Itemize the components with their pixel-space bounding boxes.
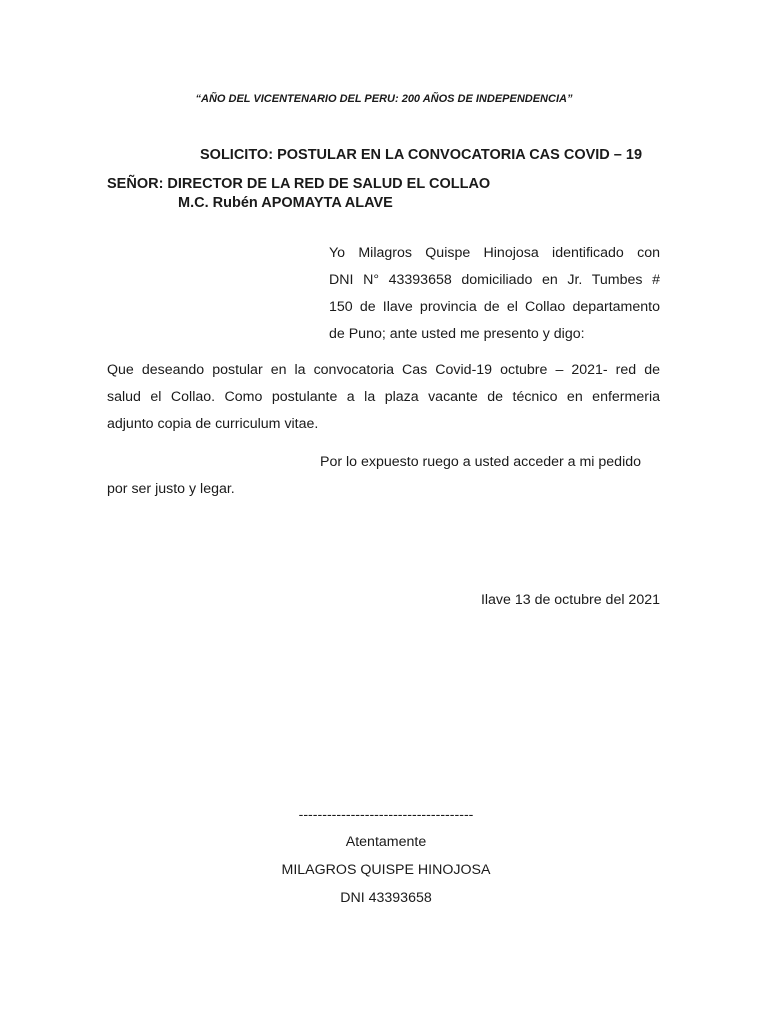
closing-line: por ser justo y legar.	[107, 481, 235, 497]
signer-dni: DNI 43393658	[340, 890, 432, 906]
signature-line: -------------------------------------	[298, 807, 474, 823]
date-line: Ilave 13 de octubre del 2021	[480, 592, 660, 608]
addressee-name: M.C. Rubén APOMAYTA ALAVE	[178, 195, 393, 211]
body-line: Que deseando postular en la convocatoria Cas Covid-19 octubre – 2021- red de	[107, 362, 660, 378]
motto-header: “AÑO DEL VICENTENARIO DEL PERU: 200 AÑOS DE INDEPENDENCIA”	[195, 93, 573, 105]
salutation: Atentamente	[345, 834, 427, 850]
intro-line: 150 de Ilave provincia de el Collao departamento	[329, 299, 660, 315]
intro-line: DNI N° 43393658 domiciliado en Jr. Tumbes #	[329, 272, 660, 288]
signer-name: MILAGROS QUISPE HINOJOSA	[281, 862, 491, 878]
intro-line: Yo Milagros Quispe Hinojosa identificado con	[329, 245, 660, 261]
body-line: salud el Collao. Como postulante a la plaza vacante de técnico en enfermeria	[107, 389, 660, 405]
intro-line: de Puno; ante usted me presento y digo:	[329, 326, 585, 342]
addressee-title: SEÑOR: DIRECTOR DE LA RED DE SALUD EL COLLAO	[107, 176, 491, 192]
subject-line: SOLICITO: POSTULAR EN LA CONVOCATORIA CAS COVID – 19	[200, 147, 643, 163]
body-line: adjunto copia de curriculum vitae.	[107, 416, 319, 432]
closing-line: Por lo expuesto ruego a usted acceder a mi pedido	[320, 454, 641, 470]
